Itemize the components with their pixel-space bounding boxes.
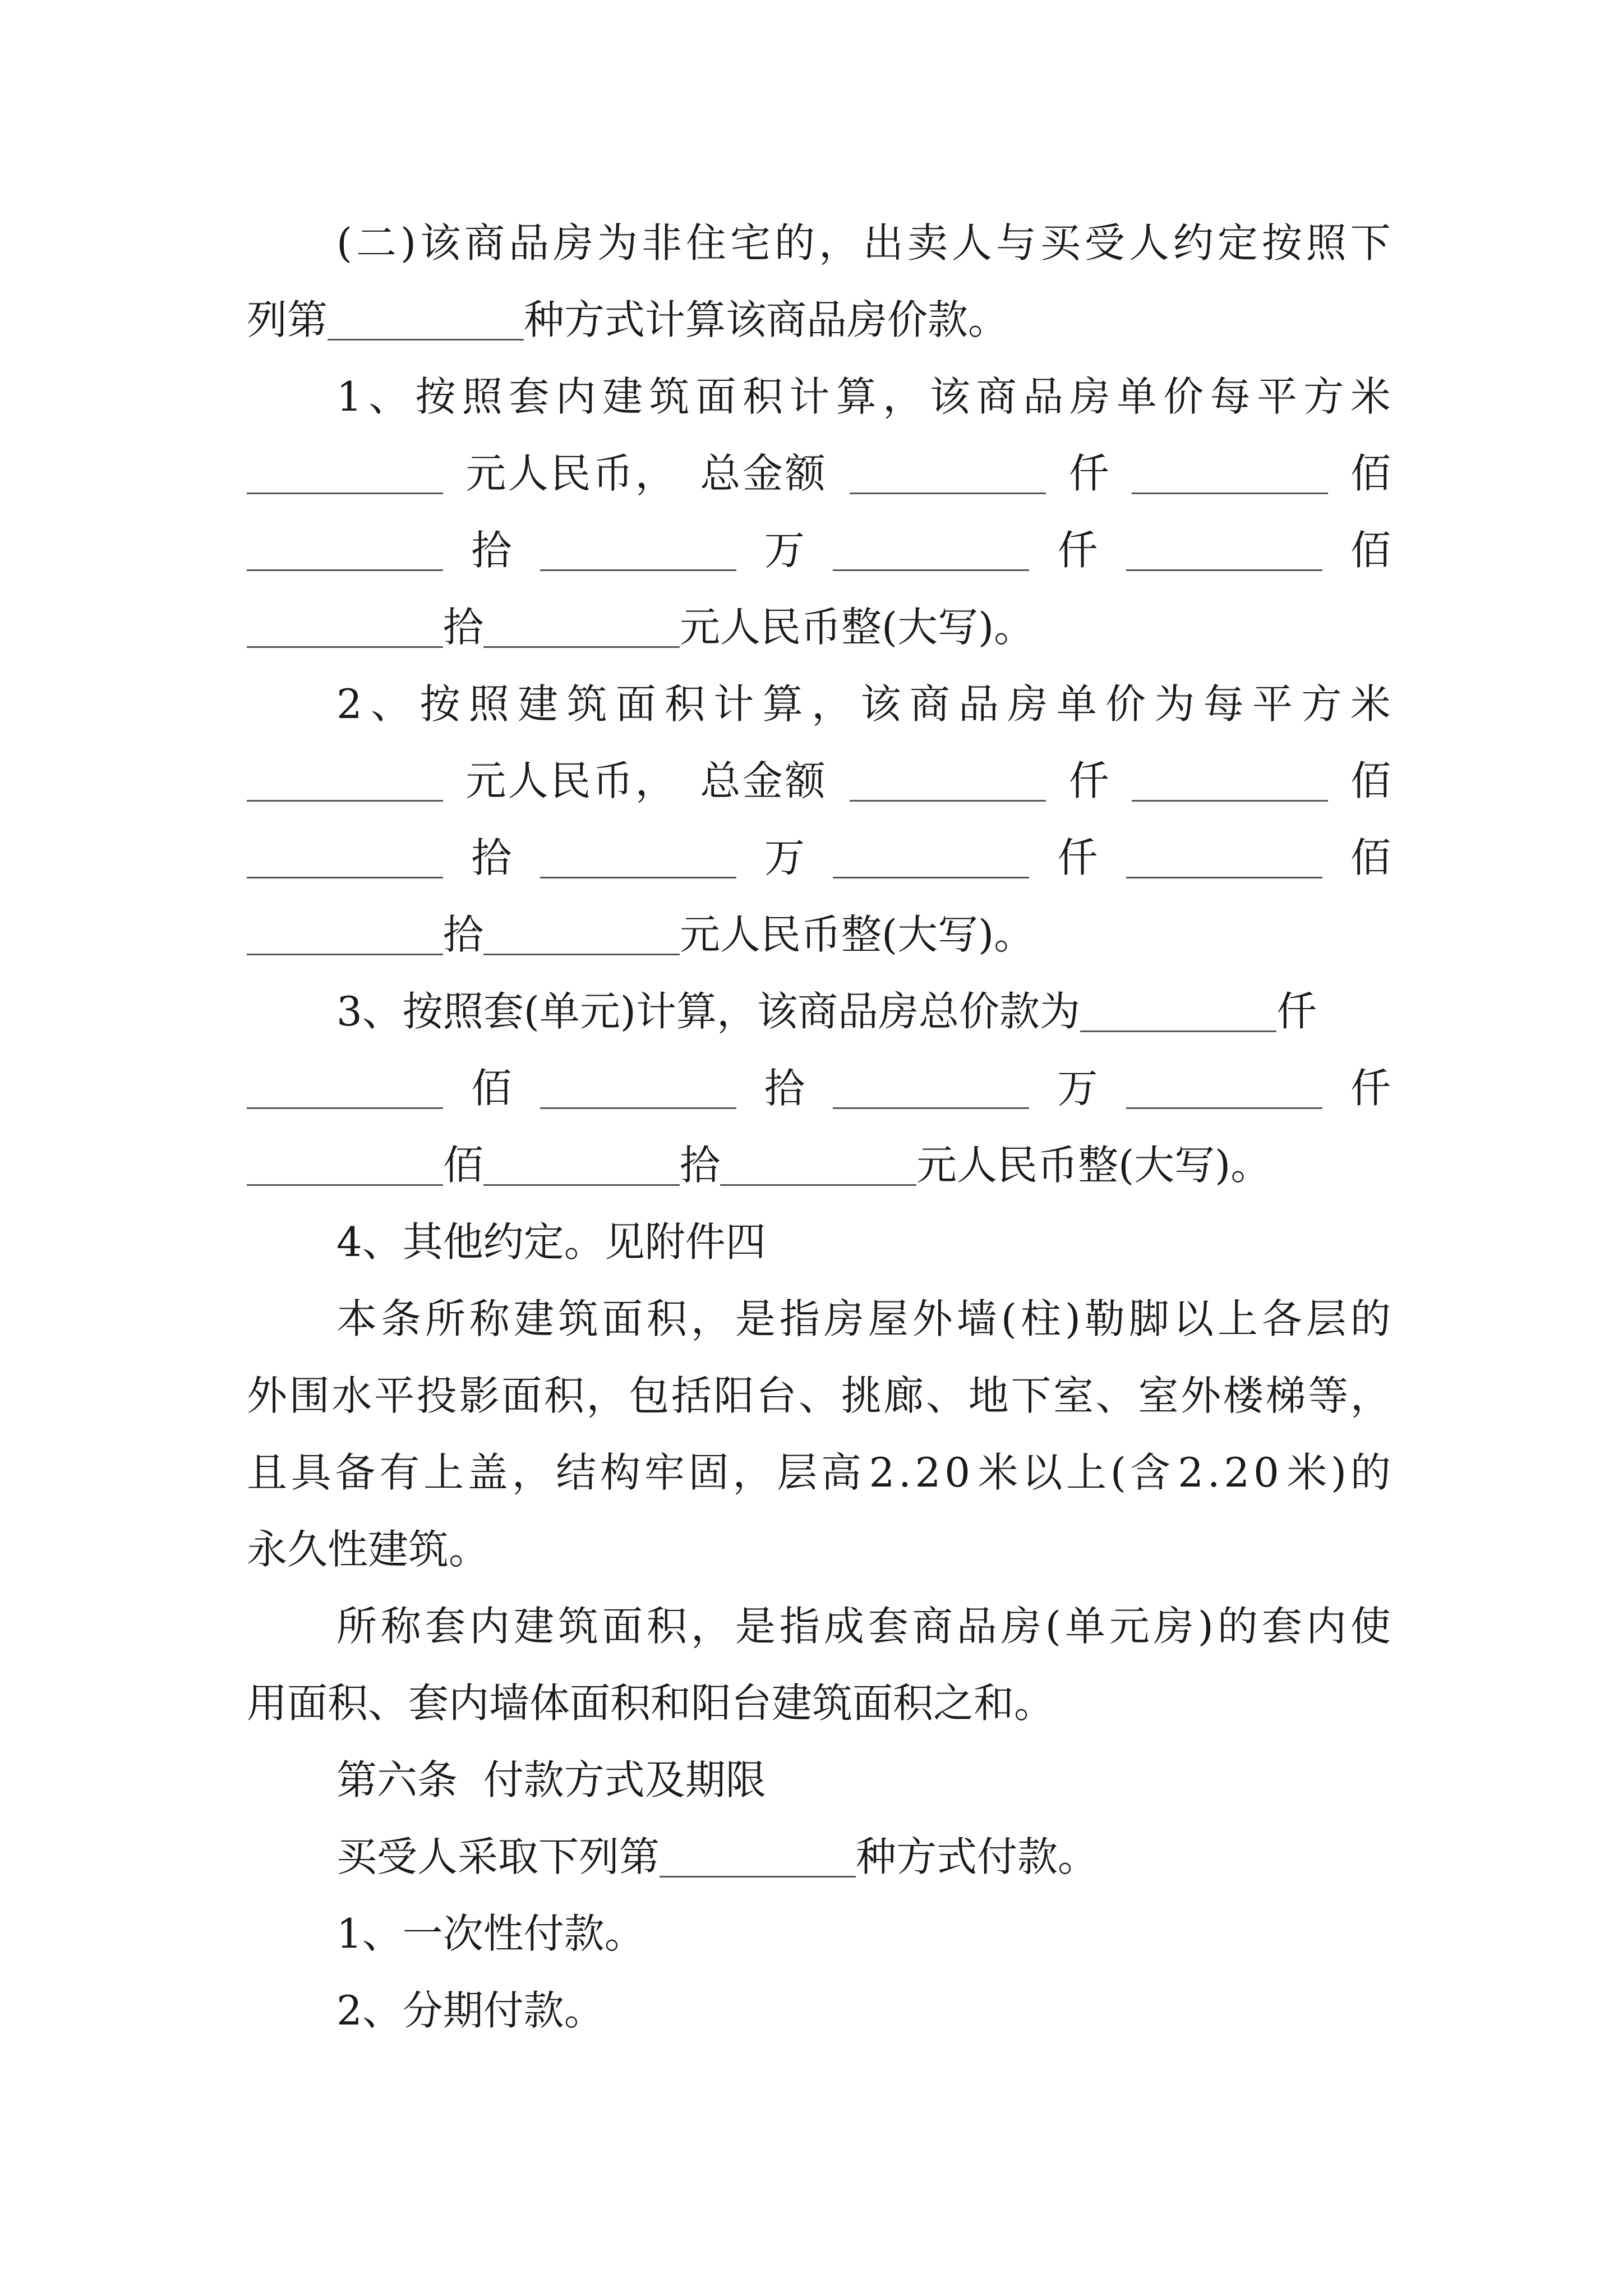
unit-label: 仟 xyxy=(1350,1065,1391,1112)
note-1-line-4 xyxy=(247,1513,1391,1586)
text-fragment: 列第 xyxy=(247,296,328,343)
fill-in-blank[interactable] xyxy=(540,1068,736,1109)
text-fragment: 元人民币， xyxy=(465,450,678,497)
fill-in-blank[interactable] xyxy=(1126,530,1322,571)
glyph: 品 xyxy=(1023,373,1064,420)
fill-in-blank[interactable] xyxy=(247,914,443,955)
glyph: 每 xyxy=(1210,373,1251,420)
glyph: 水 xyxy=(331,1372,372,1419)
glyph: 建 xyxy=(602,373,643,420)
unit-label: 仟 xyxy=(1276,988,1317,1035)
paragraph-text: 用面积、套内墙体面积和阳台建筑面积之和。 xyxy=(247,1680,1055,1727)
glyph: 结 xyxy=(556,1449,597,1496)
glyph: 各 xyxy=(1261,1295,1302,1342)
glyph: 所 xyxy=(425,1295,465,1342)
glyph: ( xyxy=(1110,1449,1126,1496)
option-4-text: 4、其他约定。见附件四 xyxy=(336,1218,766,1266)
glyph: 廊 xyxy=(883,1372,924,1419)
glyph: 套 xyxy=(1261,1603,1302,1650)
glyph: ， xyxy=(732,1449,773,1496)
unit-label: 拾 xyxy=(471,834,512,881)
glyph: 高 xyxy=(820,1449,861,1496)
glyph: 约 xyxy=(1173,219,1214,266)
glyph: 的 xyxy=(1350,1449,1391,1496)
glyph: 勒 xyxy=(1084,1295,1125,1342)
text-fragment: 元人民币， xyxy=(465,757,678,804)
glyph: ， xyxy=(690,1603,731,1650)
option-1-line-2 xyxy=(247,437,1391,510)
glyph: 套 xyxy=(425,1603,465,1650)
glyph: 价 xyxy=(1163,373,1204,420)
glyph: 按 xyxy=(419,680,460,728)
glyph: 内 xyxy=(1306,1603,1347,1650)
glyph: 1 xyxy=(336,373,362,420)
glyph: 平 xyxy=(1256,373,1297,420)
glyph: 的 xyxy=(1217,1603,1258,1650)
glyph: 算 xyxy=(762,680,803,728)
glyph: 、 xyxy=(926,1372,967,1419)
glyph: 指 xyxy=(779,1603,820,1650)
unit-label: 佰 xyxy=(1350,527,1391,574)
glyph: 米 xyxy=(1287,1449,1327,1496)
glyph: 该 xyxy=(860,680,901,728)
glyph: 宅 xyxy=(730,219,771,266)
glyph: 单 xyxy=(1056,680,1097,728)
fill-in-blank[interactable] xyxy=(247,761,443,802)
glyph: 每 xyxy=(1203,680,1244,728)
note-1-line-1 xyxy=(336,1282,1391,1355)
article-title: 第六条 付款方式及期限 xyxy=(336,1756,766,1803)
glyph: 面 xyxy=(695,373,736,420)
glyph: 筑 xyxy=(557,1295,598,1342)
fill-in-blank[interactable] xyxy=(483,914,680,955)
unit-label: 仟 xyxy=(1057,527,1098,574)
option-3-line-3 xyxy=(247,1129,1391,1202)
unit-label: 拾 xyxy=(471,527,512,574)
glyph: 商 xyxy=(464,219,505,266)
fill-in-blank[interactable] xyxy=(833,530,1029,571)
option-2-line-4 xyxy=(247,898,1391,971)
glyph: 面 xyxy=(602,1295,643,1342)
glyph: 成 xyxy=(823,1603,864,1650)
unit-label: 拾 xyxy=(764,1065,805,1112)
text-fragment: 总金额 xyxy=(700,450,828,497)
unit-label: 佰 xyxy=(1350,834,1391,881)
glyph: 积 xyxy=(646,1603,687,1650)
glyph: 筑 xyxy=(649,373,690,420)
glyph: 柱 xyxy=(1020,1295,1061,1342)
glyph: 括 xyxy=(671,1372,712,1419)
glyph: ， xyxy=(690,1295,731,1342)
glyph: 且 xyxy=(247,1449,288,1496)
glyph: 梯 xyxy=(1265,1372,1306,1419)
glyph: 等 xyxy=(1308,1372,1349,1419)
glyph: 该 xyxy=(420,219,461,266)
text-fragment: 元人民币整(大写)。 xyxy=(680,911,1035,958)
article-6-title xyxy=(336,1743,1391,1816)
fill-in-blank[interactable] xyxy=(660,1837,856,1878)
glyph: 房 xyxy=(823,1295,864,1342)
glyph: 为 xyxy=(597,219,638,266)
glyph: 米 xyxy=(1350,680,1391,728)
note-2-line-2 xyxy=(247,1667,1391,1740)
glyph: 品 xyxy=(509,219,550,266)
glyph: 与 xyxy=(995,219,1036,266)
glyph: ， xyxy=(1350,1372,1391,1419)
unit-label: 万 xyxy=(1057,1065,1098,1112)
text-fragment: 元人民币整(大写)。 xyxy=(916,1142,1271,1189)
fill-in-blank[interactable] xyxy=(1080,991,1276,1032)
option-3-line-1 xyxy=(336,975,1391,1048)
glyph: 含 xyxy=(1129,1449,1170,1496)
text-fragment: 总金额 xyxy=(700,757,828,804)
glyph: 价 xyxy=(1105,680,1146,728)
glyph: 二 xyxy=(356,219,397,266)
glyph: 2 xyxy=(915,1449,941,1496)
glyph: ( xyxy=(1045,1603,1061,1650)
fill-in-blank[interactable] xyxy=(540,530,736,571)
fill-in-blank[interactable] xyxy=(247,453,443,494)
glyph: 外 xyxy=(247,1372,288,1419)
option-2-line-3 xyxy=(247,821,1391,894)
glyph: 包 xyxy=(629,1372,670,1419)
fill-in-blank[interactable] xyxy=(247,1068,443,1109)
glyph: 房 xyxy=(1000,1603,1041,1650)
glyph: 单 xyxy=(1116,373,1157,420)
glyph: 照 xyxy=(1306,219,1347,266)
unit-label: 仟 xyxy=(1057,834,1098,881)
glyph: 有 xyxy=(379,1449,420,1496)
fill-in-blank[interactable] xyxy=(1132,761,1328,802)
glyph: ， xyxy=(883,373,924,420)
glyph: 套 xyxy=(509,373,550,420)
fill-in-blank[interactable] xyxy=(720,1145,916,1186)
list-item: 2、分期付款。 xyxy=(336,1987,605,2034)
glyph: 墙 xyxy=(956,1295,997,1342)
glyph: 出 xyxy=(863,219,903,266)
glyph: 以 xyxy=(1022,1449,1063,1496)
fill-in-blank[interactable] xyxy=(247,1145,443,1186)
section-2-heading xyxy=(336,206,1391,279)
glyph: 指 xyxy=(779,1295,820,1342)
glyph: 上 xyxy=(1066,1449,1107,1496)
unit-label: 佰 xyxy=(1350,450,1391,497)
glyph: ， xyxy=(818,219,859,266)
glyph: . xyxy=(898,1449,911,1496)
glyph: 平 xyxy=(374,1372,415,1419)
glyph: 房 xyxy=(1007,680,1048,728)
glyph: 计 xyxy=(789,373,830,420)
glyph: 使 xyxy=(1350,1603,1391,1650)
glyph: 商 xyxy=(912,1603,953,1650)
text-fragment: 种方式付款。 xyxy=(856,1833,1099,1880)
glyph: 具 xyxy=(291,1449,331,1496)
glyph: ( xyxy=(336,219,353,266)
glyph: 内 xyxy=(555,373,596,420)
glyph: 套 xyxy=(868,1603,909,1650)
glyph: 楼 xyxy=(1223,1372,1264,1419)
option-2-line-1 xyxy=(336,668,1391,740)
option-3-text: 3、按照套(单元)计算，该商品房总价款为 xyxy=(336,988,1080,1035)
glyph: 台 xyxy=(756,1372,797,1419)
glyph: 面 xyxy=(501,1372,542,1419)
option-1-line-1 xyxy=(336,360,1391,433)
glyph: 买 xyxy=(1040,219,1081,266)
unit-label: 拾 xyxy=(443,911,484,958)
glyph: 围 xyxy=(289,1372,330,1419)
glyph: 非 xyxy=(642,219,683,266)
glyph: 品 xyxy=(956,1603,997,1650)
glyph: 建 xyxy=(513,1295,554,1342)
fill-in-blank[interactable] xyxy=(833,838,1029,878)
glyph: 层 xyxy=(777,1449,818,1496)
glyph: 室 xyxy=(1138,1372,1179,1419)
glyph: 住 xyxy=(686,219,727,266)
option-1-line-4 xyxy=(247,591,1391,664)
glyph: 0 xyxy=(944,1449,971,1496)
glyph: 、 xyxy=(371,680,412,728)
fill-in-blank[interactable] xyxy=(483,607,680,648)
glyph: 、 xyxy=(798,1372,839,1419)
glyph: 上 xyxy=(423,1449,464,1496)
fill-in-blank[interactable] xyxy=(247,838,443,878)
glyph: 挑 xyxy=(841,1372,882,1419)
glyph: 建 xyxy=(518,680,559,728)
fill-in-blank[interactable] xyxy=(833,1068,1029,1109)
glyph: 屋 xyxy=(868,1295,909,1342)
glyph: 称 xyxy=(469,1295,510,1342)
option-4 xyxy=(336,1205,1391,1278)
glyph: 卖 xyxy=(907,219,948,266)
glyph: 备 xyxy=(335,1449,376,1496)
glyph: 米 xyxy=(978,1449,1018,1496)
fill-in-blank[interactable] xyxy=(1126,838,1322,878)
glyph: 2 xyxy=(1178,1449,1204,1496)
glyph: 外 xyxy=(912,1295,953,1342)
fill-in-blank[interactable] xyxy=(540,838,736,878)
glyph: 元 xyxy=(1109,1603,1150,1650)
glyph: 2 xyxy=(1224,1449,1250,1496)
glyph: ) xyxy=(400,219,417,266)
article-6-item-2 xyxy=(336,1974,1391,2047)
glyph: 阳 xyxy=(713,1372,754,1419)
fill-in-blank[interactable] xyxy=(328,300,524,341)
article-6-item-1 xyxy=(336,1897,1391,1970)
text-fragment: 元人民币整(大写)。 xyxy=(680,604,1035,651)
glyph: 筑 xyxy=(557,1603,598,1650)
glyph: 所 xyxy=(336,1603,377,1650)
glyph: ， xyxy=(811,680,852,728)
glyph: 商 xyxy=(909,680,950,728)
glyph: 2 xyxy=(336,680,362,728)
glyph: 面 xyxy=(602,1603,643,1650)
glyph: 外 xyxy=(1181,1372,1221,1419)
glyph: 房 xyxy=(1069,373,1110,420)
fill-in-blank[interactable] xyxy=(247,530,443,571)
unit-label: 仟 xyxy=(1068,757,1109,804)
glyph: 影 xyxy=(459,1372,500,1419)
glyph: 房 xyxy=(553,219,594,266)
glyph: 0 xyxy=(1253,1449,1279,1496)
glyph: 筑 xyxy=(566,680,607,728)
glyph: 人 xyxy=(951,219,992,266)
glyph: 牢 xyxy=(644,1449,685,1496)
glyph: 人 xyxy=(1128,219,1169,266)
article-6-line-1 xyxy=(336,1820,1391,1893)
fill-in-blank[interactable] xyxy=(483,1145,680,1186)
unit-label: 拾 xyxy=(680,1142,721,1189)
glyph: 盖 xyxy=(467,1449,508,1496)
glyph: 地 xyxy=(968,1372,1009,1419)
glyph: 照 xyxy=(462,373,502,420)
glyph: 内 xyxy=(469,1603,510,1650)
glyph: ) xyxy=(1331,1449,1347,1496)
option-2-line-2 xyxy=(247,744,1391,817)
glyph: 按 xyxy=(415,373,456,420)
fill-in-blank[interactable] xyxy=(850,761,1046,802)
fill-in-blank[interactable] xyxy=(1126,1068,1322,1109)
glyph: 脚 xyxy=(1128,1295,1169,1342)
unit-label: 仟 xyxy=(1068,450,1109,497)
glyph: ( xyxy=(1000,1295,1017,1342)
glyph: 米 xyxy=(1350,373,1391,420)
glyph: 积 xyxy=(665,680,706,728)
glyph: 房 xyxy=(1153,1603,1194,1650)
glyph: 该 xyxy=(929,373,970,420)
unit-label: 佰 xyxy=(471,1065,512,1112)
list-item: 1、一次性付款。 xyxy=(336,1910,645,1957)
glyph: 商 xyxy=(976,373,1017,420)
glyph: 、 xyxy=(368,373,409,420)
glyph: 受 xyxy=(1084,219,1125,266)
glyph: 本 xyxy=(336,1295,377,1342)
unit-label: 拾 xyxy=(443,604,484,651)
glyph: 下 xyxy=(1011,1372,1052,1419)
glyph: 是 xyxy=(735,1295,776,1342)
glyph: 称 xyxy=(380,1603,421,1650)
note-1-line-2 xyxy=(247,1359,1391,1432)
glyph: 方 xyxy=(1301,680,1342,728)
glyph: 的 xyxy=(774,219,815,266)
glyph: 积 xyxy=(743,373,783,420)
glyph: 上 xyxy=(1217,1295,1258,1342)
glyph: ， xyxy=(586,1372,627,1419)
glyph: 固 xyxy=(688,1449,729,1496)
glyph: 积 xyxy=(543,1372,584,1419)
unit-label: 佰 xyxy=(443,1142,484,1189)
glyph: 层 xyxy=(1306,1295,1347,1342)
glyph: 为 xyxy=(1154,680,1195,728)
glyph: 投 xyxy=(416,1372,457,1419)
option-1-line-3 xyxy=(247,514,1391,587)
unit-label: 佰 xyxy=(1350,757,1391,804)
option-3-line-2 xyxy=(247,1052,1391,1125)
glyph: 是 xyxy=(735,1603,776,1650)
glyph: 平 xyxy=(1252,680,1293,728)
glyph: 构 xyxy=(600,1449,641,1496)
unit-label: 万 xyxy=(764,834,805,881)
note-1-line-3 xyxy=(247,1436,1391,1509)
section-2-line-2 xyxy=(247,283,1391,356)
glyph: 2 xyxy=(869,1449,895,1496)
glyph: 下 xyxy=(1350,219,1391,266)
unit-label: 万 xyxy=(764,527,805,574)
fill-in-blank[interactable] xyxy=(247,607,443,648)
glyph: 室 xyxy=(1053,1372,1094,1419)
glyph: 、 xyxy=(1095,1372,1136,1419)
text-fragment: 买受人采取下列第 xyxy=(336,1833,660,1880)
glyph: 照 xyxy=(468,680,509,728)
paragraph-text: 永久性建筑。 xyxy=(247,1526,490,1573)
glyph: 品 xyxy=(958,680,999,728)
glyph: 面 xyxy=(615,680,656,728)
glyph: 按 xyxy=(1261,219,1302,266)
glyph: ) xyxy=(1197,1603,1214,1650)
note-2-line-1 xyxy=(336,1590,1391,1663)
text-fragment: 种方式计算该商品房价款。 xyxy=(524,296,1009,343)
fill-in-blank[interactable] xyxy=(1132,453,1328,494)
glyph: . xyxy=(1207,1449,1220,1496)
glyph: ) xyxy=(1064,1295,1081,1342)
glyph: 定 xyxy=(1217,219,1258,266)
glyph: 条 xyxy=(380,1295,421,1342)
glyph: 以 xyxy=(1173,1295,1214,1342)
glyph: 建 xyxy=(513,1603,554,1650)
glyph: 的 xyxy=(1350,1295,1391,1342)
fill-in-blank[interactable] xyxy=(850,453,1046,494)
glyph: ， xyxy=(511,1449,552,1496)
glyph: 算 xyxy=(836,373,877,420)
glyph: 积 xyxy=(646,1295,687,1342)
glyph: 方 xyxy=(1303,373,1344,420)
glyph: 单 xyxy=(1064,1603,1105,1650)
glyph: 计 xyxy=(713,680,754,728)
